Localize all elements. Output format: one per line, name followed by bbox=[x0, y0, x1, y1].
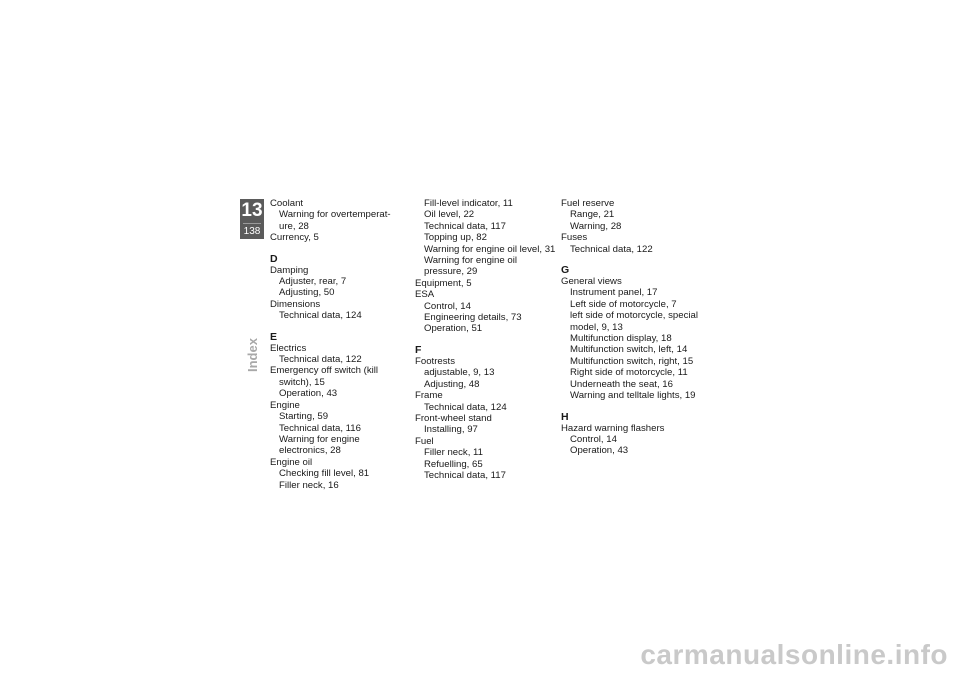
index-column-3 bbox=[561, 198, 711, 457]
index-entry bbox=[415, 278, 560, 289]
index-entry bbox=[270, 299, 410, 322]
index-subentry: Filler neck, 16 bbox=[279, 479, 339, 491]
index-subentry: Control, 14 bbox=[570, 433, 617, 445]
index-subentry: Multifunction display, 18 bbox=[570, 333, 672, 345]
index-letter-group bbox=[270, 198, 410, 244]
index-subentry: ure, 28 bbox=[279, 220, 309, 232]
index-term: Electrics bbox=[270, 342, 307, 354]
index-column-2 bbox=[415, 198, 560, 481]
index-subentry: pressure, 29 bbox=[424, 266, 478, 278]
index-entry bbox=[561, 423, 711, 457]
index-letter-heading: H bbox=[561, 410, 569, 423]
index-term: Engine oil bbox=[270, 456, 313, 468]
index-entry bbox=[270, 343, 410, 366]
index-entry bbox=[270, 365, 410, 399]
index-subentry: Installing, 97 bbox=[424, 424, 478, 436]
page-number: 138 bbox=[243, 226, 261, 237]
index-entry bbox=[270, 265, 410, 299]
index-letter-group bbox=[561, 265, 711, 401]
index-term: ESA bbox=[415, 289, 435, 301]
index-subentry: Warning for overtemperat- bbox=[279, 209, 391, 221]
index-entry bbox=[561, 198, 711, 232]
index-letter-group bbox=[561, 198, 711, 255]
index-subentry: Starting, 59 bbox=[279, 411, 329, 423]
index-entry bbox=[415, 390, 560, 413]
index-entry bbox=[270, 457, 410, 491]
index-subentry: left side of motorcycle, special bbox=[570, 310, 698, 322]
index-column-1 bbox=[270, 198, 410, 491]
index-subentry: electronics, 28 bbox=[279, 445, 341, 457]
index-term: Footrests bbox=[415, 355, 455, 367]
index-entry bbox=[270, 400, 410, 457]
index-term: Frame bbox=[415, 390, 443, 402]
index-term: Dimensions bbox=[270, 298, 321, 310]
index-subentry: Technical data, 122 bbox=[570, 243, 653, 255]
index-term: Equipment, 5 bbox=[415, 277, 472, 289]
index-subentry: Adjuster, rear, 7 bbox=[279, 276, 347, 288]
index-letter-group bbox=[270, 332, 410, 491]
index-subentry: Adjusting, 48 bbox=[424, 378, 480, 390]
index-term: Fuel reserve bbox=[561, 198, 615, 209]
index-subentry: Technical data, 124 bbox=[279, 310, 362, 322]
index-subentry: switch), 15 bbox=[279, 376, 325, 388]
index-subentry: Operation, 43 bbox=[279, 388, 338, 400]
watermark: carmanualsonline.info bbox=[640, 639, 948, 670]
index-subentry: Warning for engine bbox=[279, 433, 360, 445]
index-term: General views bbox=[561, 276, 622, 288]
index-entry bbox=[415, 413, 560, 436]
index-term: Front-wheel stand bbox=[415, 412, 492, 424]
index-subentry: Adjusting, 50 bbox=[279, 287, 335, 299]
chapter-number: 13 bbox=[241, 200, 263, 221]
index-subentry: Warning and telltale lights, 19 bbox=[570, 390, 696, 402]
index-subentry: Checking fill level, 81 bbox=[279, 468, 370, 480]
index-term: Currency, 5 bbox=[270, 232, 319, 244]
index-subentry: Multifunction switch, left, 14 bbox=[570, 344, 688, 356]
index-subentry: Technical data, 124 bbox=[424, 401, 507, 413]
index-entry bbox=[270, 198, 410, 232]
index-term: Engine bbox=[270, 399, 300, 411]
index-entry bbox=[415, 356, 560, 390]
index-subentry: Operation, 43 bbox=[570, 445, 629, 457]
index-subentry: Topping up, 82 bbox=[424, 232, 487, 244]
index-subentry: Technical data, 117 bbox=[424, 220, 506, 232]
index-entry bbox=[561, 276, 711, 401]
index-subentry: Engineering details, 73 bbox=[424, 312, 522, 324]
index-letter-group bbox=[561, 412, 711, 457]
index-subentry: Refuelling, 65 bbox=[424, 458, 483, 470]
index-term: Fuses bbox=[561, 232, 588, 244]
index-subentry: Underneath the seat, 16 bbox=[570, 378, 673, 390]
index-entry bbox=[415, 198, 560, 278]
index-letter-heading: D bbox=[270, 252, 278, 265]
index-entry bbox=[415, 436, 560, 482]
index-letter-group bbox=[415, 345, 560, 481]
index-subentry: Instrument panel, 17 bbox=[570, 287, 658, 299]
index-subentry: Left side of motorcycle, 7 bbox=[570, 298, 677, 310]
index-subentry: Multifunction switch, right, 15 bbox=[570, 355, 694, 367]
index-subentry: Control, 14 bbox=[424, 300, 471, 312]
index-subentry: Range, 21 bbox=[570, 209, 615, 221]
index-letter-heading: E bbox=[270, 330, 278, 343]
index-subentry: Fill-level indicator, 11 bbox=[424, 198, 513, 209]
chapter-tab-divider bbox=[243, 223, 261, 224]
index-term: Fuel bbox=[415, 435, 434, 447]
index-letter-group bbox=[415, 198, 560, 335]
index-subentry: Technical data, 122 bbox=[279, 354, 362, 366]
index-letter-heading: G bbox=[561, 264, 570, 277]
index-entry bbox=[561, 232, 711, 255]
index-subentry: Technical data, 117 bbox=[424, 469, 506, 481]
index-term: Damping bbox=[270, 264, 309, 276]
index-subentry: Warning for engine oil level, 31 bbox=[424, 243, 556, 255]
index-subentry: Warning for engine oil bbox=[424, 255, 517, 267]
index-letter-heading: F bbox=[415, 343, 422, 356]
index-entry bbox=[270, 232, 410, 243]
index-subentry: Operation, 51 bbox=[424, 323, 483, 335]
index-entry bbox=[415, 289, 560, 335]
index-subentry: adjustable, 9, 13 bbox=[424, 367, 495, 379]
index-subentry: Warning, 28 bbox=[570, 220, 622, 232]
index-subentry: Technical data, 116 bbox=[279, 422, 361, 434]
index-term: Hazard warning flashers bbox=[561, 422, 665, 434]
index-term: Emergency off switch (kill bbox=[270, 365, 379, 377]
index-subentry: Right side of motorcycle, 11 bbox=[570, 367, 688, 379]
index-term: Coolant bbox=[270, 198, 304, 209]
index-subentry: model, 9, 13 bbox=[570, 321, 623, 333]
index-letter-group bbox=[270, 254, 410, 322]
index-subentry: Oil level, 22 bbox=[424, 209, 475, 221]
section-label: Index bbox=[245, 338, 260, 372]
index-subentry: Filler neck, 11 bbox=[424, 447, 484, 459]
